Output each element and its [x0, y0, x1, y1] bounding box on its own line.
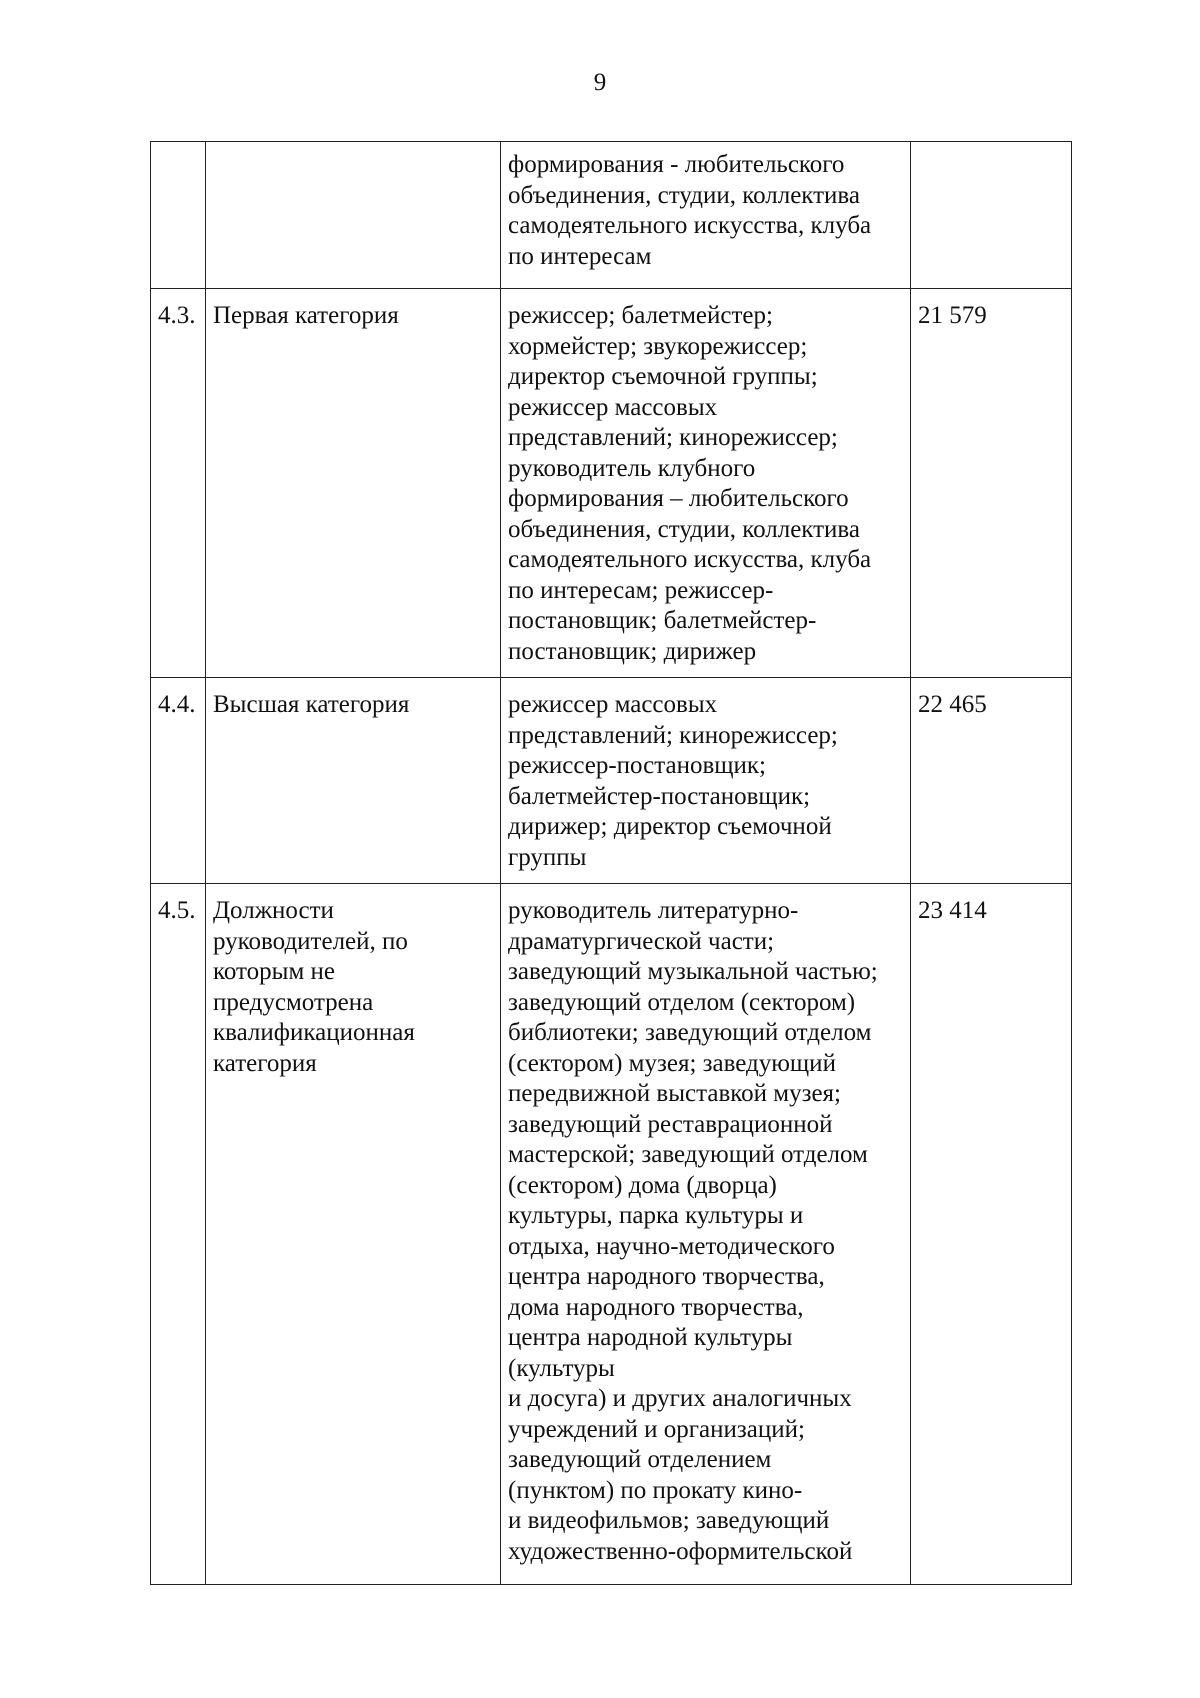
positions-line: по интересам: [508, 242, 652, 270]
positions-line: группы: [508, 843, 587, 871]
table-row: [151, 142, 1072, 289]
positions-line: и видеофильмов; заведующий: [508, 1507, 830, 1534]
positions-line: передвижной выставкой музея;: [508, 1080, 841, 1107]
category-line: руководителей, по: [213, 927, 408, 955]
row-number-cell: 4.3.: [151, 289, 206, 678]
positions-line: руководитель литературно-: [508, 897, 799, 924]
page-number: 9: [593, 69, 607, 96]
positions-line: (сектором) дома (дворца): [508, 1171, 777, 1199]
positions-line: директор съемочной группы;: [508, 363, 818, 390]
positions-line: отдыха, научно-методического: [508, 1232, 835, 1260]
category-line: Высшая категория: [213, 691, 410, 718]
positions-line: заведующий отделением: [508, 1446, 772, 1473]
positions-line: дома народного творчества,: [508, 1293, 804, 1321]
salary-table: [150, 141, 1072, 1585]
positions-line: постановщик; балетмейстер-: [508, 607, 817, 634]
positions-line: (культуры: [508, 1354, 615, 1382]
positions-line: объединения, студии, коллектива: [508, 181, 861, 209]
positions-cell: [501, 289, 911, 678]
positions-line: режиссер массовых: [508, 393, 718, 421]
positions-line: по интересам; режиссер-: [508, 576, 774, 604]
positions-line: постановщик; дирижер: [508, 637, 757, 665]
positions-line: заведующий музыкальной частью;: [508, 958, 878, 985]
table-row: [151, 678, 1072, 884]
category-line: категория: [213, 1049, 317, 1077]
category-line: Первая категория: [213, 302, 399, 329]
positions-line: культуры, парка культуры и: [508, 1202, 804, 1229]
table-row: [151, 289, 1072, 678]
positions-line: формирования - любительского: [508, 151, 845, 178]
table-row: [151, 884, 1072, 1585]
category-line: квалификационная: [213, 1019, 415, 1046]
positions-line: руководитель клубного: [508, 454, 756, 482]
category-cell: [206, 678, 501, 884]
positions-line: (сектором) музея; заведующий: [508, 1049, 836, 1077]
positions-line: самодеятельного искусства, клуба: [508, 546, 872, 573]
row-number-cell: 4.4.: [151, 678, 206, 884]
positions-line: самодеятельного искусства, клуба: [508, 212, 872, 239]
salary-cell: [911, 142, 1072, 289]
positions-line: режиссер массовых: [508, 691, 718, 718]
positions-cell: [501, 678, 911, 884]
positions-line: художественно-оформительской: [508, 1537, 853, 1565]
positions-line: библиотеки; заведующий отделом: [508, 1019, 872, 1046]
positions-line: (пунктом) по прокату кино-: [508, 1476, 803, 1504]
positions-line: дирижер; директор съемочной: [508, 813, 832, 840]
row-number-cell: 4.5.: [151, 884, 206, 1585]
category-cell: [206, 884, 501, 1585]
category-line: предусмотрена: [213, 988, 374, 1016]
positions-line: заведующий отделом (сектором): [508, 988, 856, 1016]
positions-line: режиссер-постановщик;: [508, 752, 766, 779]
positions-line: драматургической части;: [508, 927, 775, 955]
positions-line: хормейстер; звукорежиссер;: [508, 332, 808, 360]
positions-cell: [501, 142, 911, 289]
positions-line: балетмейстер-постановщик;: [508, 782, 811, 810]
category-line: Должности: [213, 897, 334, 924]
table-body: [151, 142, 1072, 1585]
positions-line: учреждений и организаций;: [508, 1415, 805, 1443]
positions-cell: [501, 884, 911, 1585]
positions-line: центра народной культуры: [508, 1324, 793, 1351]
positions-line: объединения, студии, коллектива: [508, 515, 861, 543]
salary-cell: 22 465: [911, 678, 1072, 884]
positions-line: мастерской; заведующий отделом: [508, 1141, 868, 1168]
positions-line: и досуга) и других аналогичных: [508, 1385, 852, 1412]
category-cell: [206, 289, 501, 678]
salary-cell: 21 579: [911, 289, 1072, 678]
positions-line: заведующий реставрационной: [508, 1110, 833, 1138]
positions-line: центра народного творчества,: [508, 1263, 825, 1290]
positions-line: формирования – любительского: [508, 485, 849, 512]
positions-line: представлений; кинорежиссер;: [508, 424, 838, 451]
salary-cell: 23 414: [911, 884, 1072, 1585]
positions-line: представлений; кинорежиссер;: [508, 721, 838, 749]
positions-line: режиссер; балетмейстер;: [508, 302, 773, 329]
category-line: которым не: [213, 958, 335, 985]
category-cell: [206, 142, 501, 289]
row-number-cell: [151, 142, 206, 289]
